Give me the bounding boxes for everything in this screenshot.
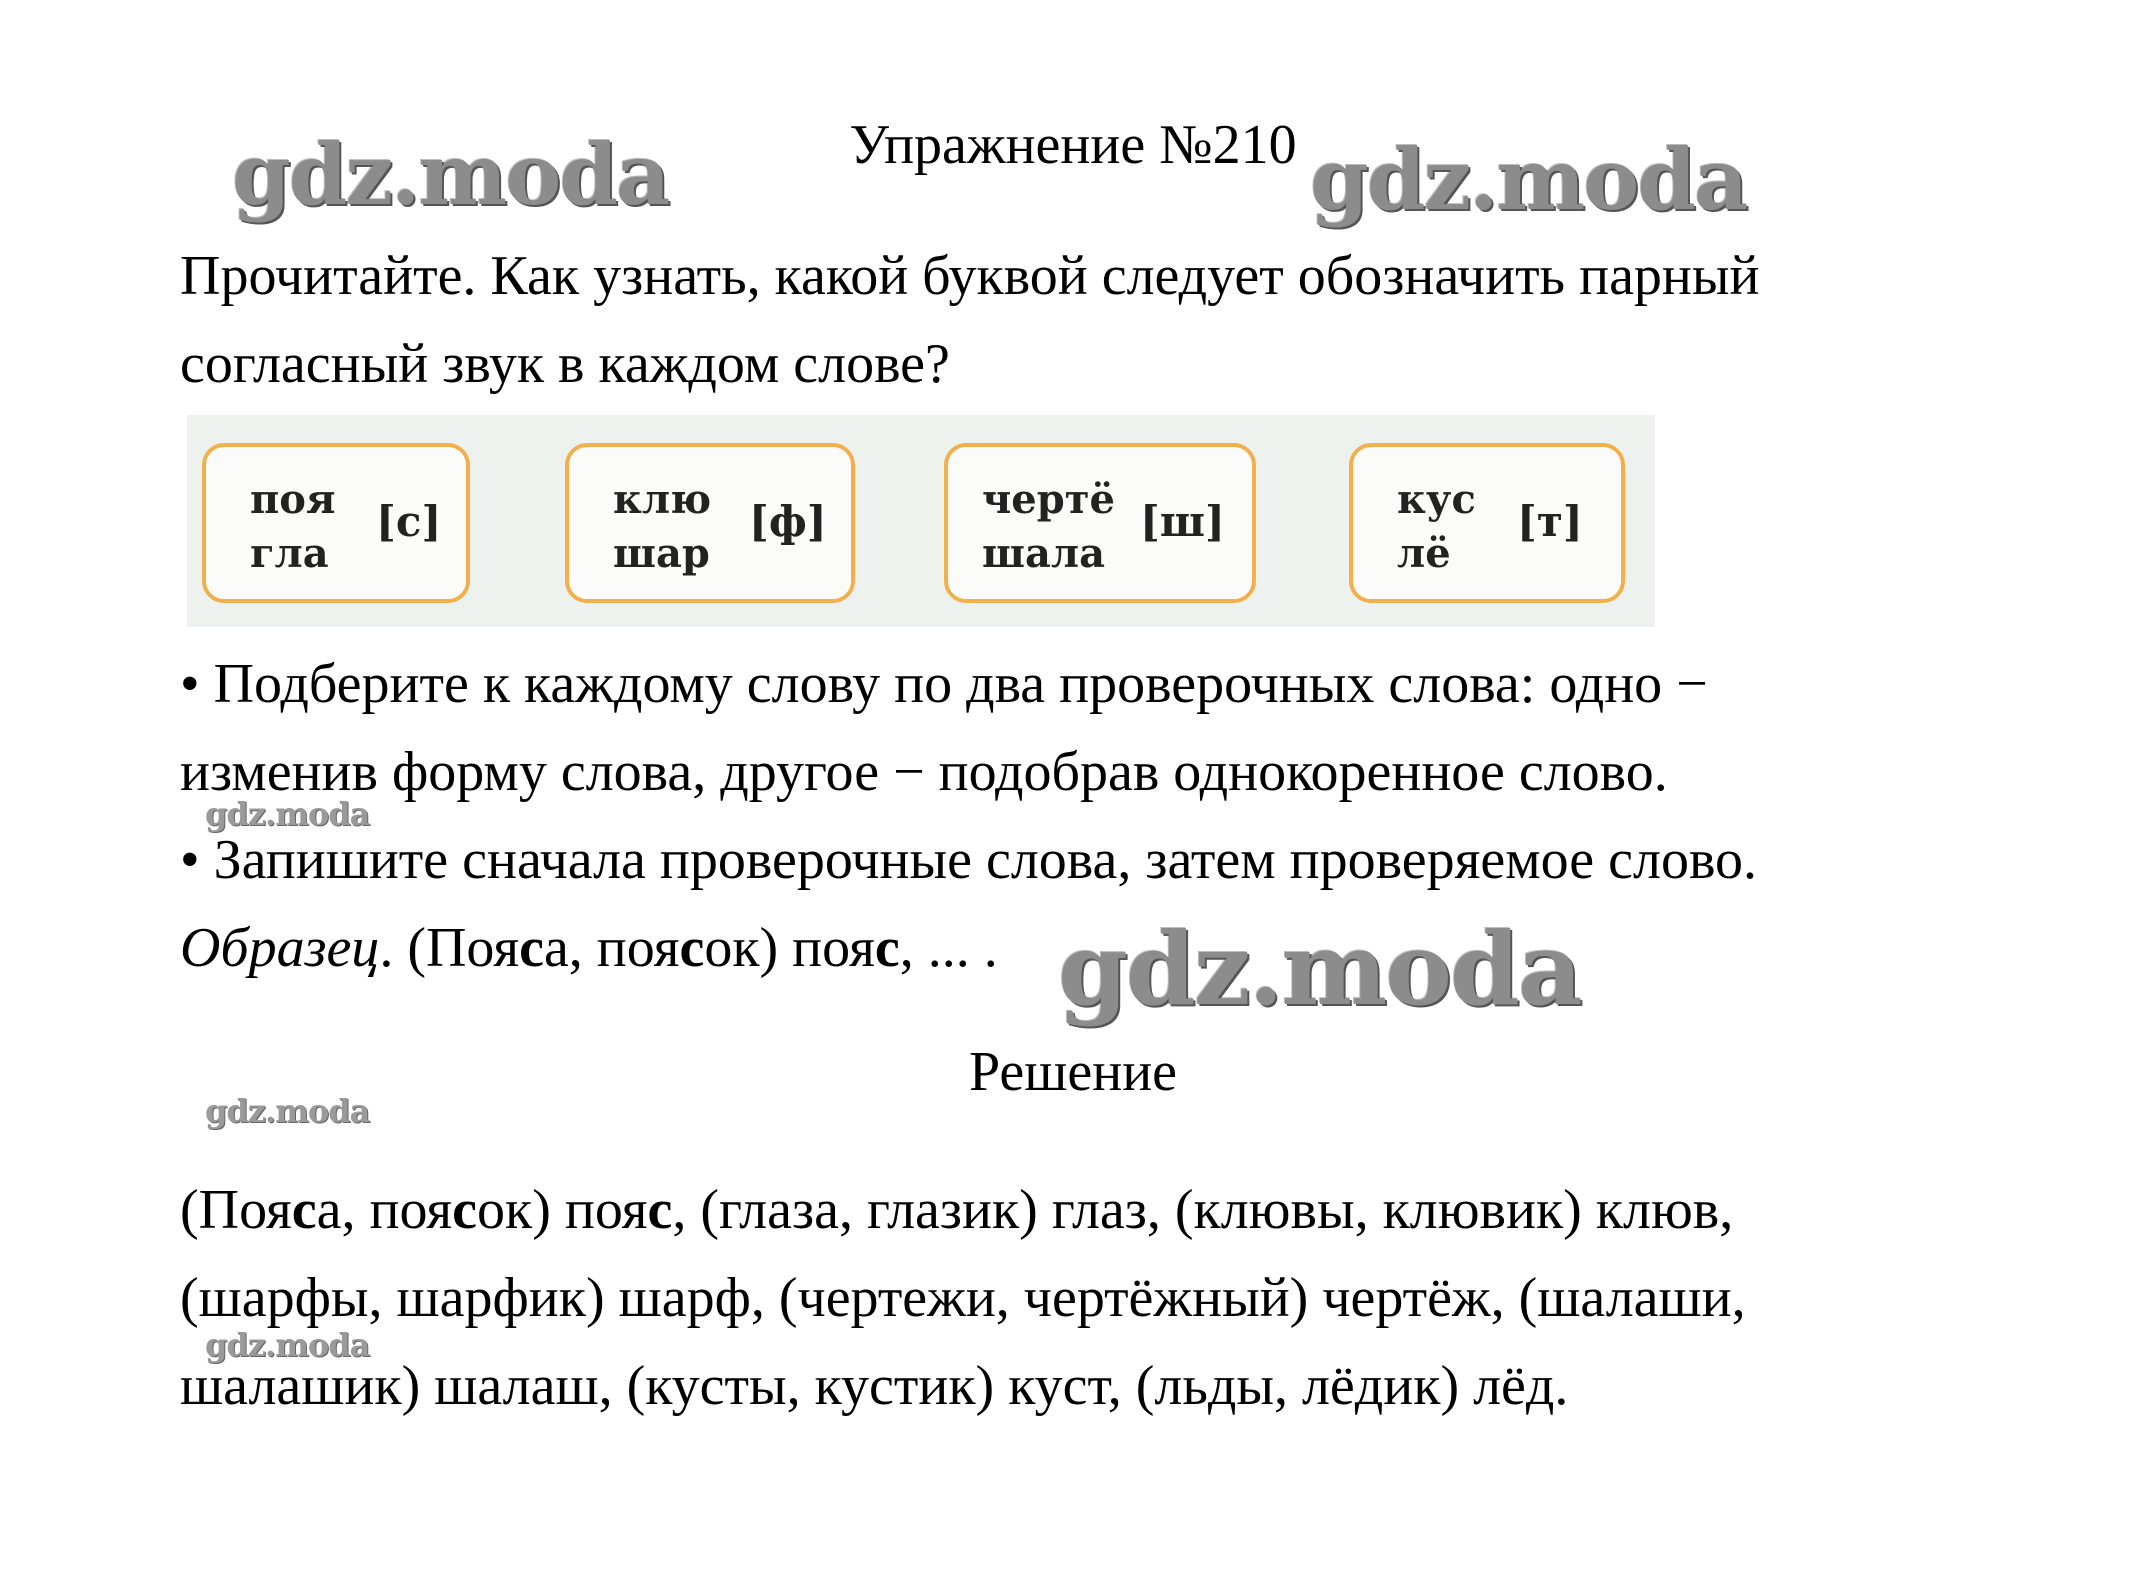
card-word: гла [250, 530, 329, 577]
word-card [944, 443, 1256, 603]
task-line-2: согласный звук в каждом слове? [180, 333, 950, 395]
watermark-logo-small: gdz.moda [205, 1326, 370, 1364]
solution-line-1: (Пояса, поясок) пояс, (глаза, глазик) глаз, (клювы, клювик) клюв, [180, 1179, 1734, 1241]
card-words [613, 473, 711, 581]
card-sound: [ш] [1140, 497, 1225, 546]
card-sound: [ф] [749, 497, 827, 546]
task-line-1: Прочитайте. Как узнать, какой буквой следует обозначить парный [180, 245, 1760, 307]
card-word: поя [250, 476, 336, 523]
solution-line-2: (шарфы, шарфик) шарф, (чертежи, чертёжный) чертёж, (шалаши, [180, 1267, 1746, 1329]
watermark-logo-small: gdz.moda [205, 1092, 370, 1130]
card-word: кус [1397, 476, 1476, 523]
card-word: лё [1397, 530, 1451, 577]
card-word: шар [613, 530, 710, 577]
card-sound: [с] [376, 497, 442, 546]
word-card [565, 443, 855, 603]
watermark-logo: gdz.moda [1058, 910, 1581, 1028]
bullet-1-line-2: изменив форму слова, другое − подобрав однокоренное слово. [180, 741, 1668, 803]
bullet-2-line-1: • Запишите сначала проверочные слова, затем проверяемое слово. [180, 829, 1758, 891]
cards-strip [187, 415, 1655, 627]
card-word: клю [613, 476, 712, 523]
exercise-title: Упражнение №210 [849, 114, 1297, 176]
card-words [982, 473, 1115, 581]
word-card [202, 443, 470, 603]
card-word: чертё [982, 476, 1115, 523]
bullet-1-line-1: • Подберите к каждому слову по два проверочных слова: одно − [180, 653, 1708, 715]
watermark-logo-small: gdz.moda [205, 795, 370, 833]
sample-line: Образец. (Пояса, поясок) пояс, ... . [180, 917, 998, 979]
sample-label: Образец [180, 917, 380, 979]
card-words [1397, 473, 1476, 581]
solution-title: Решение [968, 1041, 1178, 1103]
watermark-logo: gdz.moda [232, 125, 669, 224]
word-card [1349, 443, 1625, 603]
watermark-logo: gdz.moda [1310, 130, 1747, 229]
card-sound: [т] [1517, 497, 1583, 546]
card-word: шала [982, 530, 1106, 577]
card-words [250, 473, 336, 581]
solution-line-3: шалашик) шалаш, (кусты, кустик) куст, (льды, лёдик) лёд. [180, 1355, 1569, 1417]
